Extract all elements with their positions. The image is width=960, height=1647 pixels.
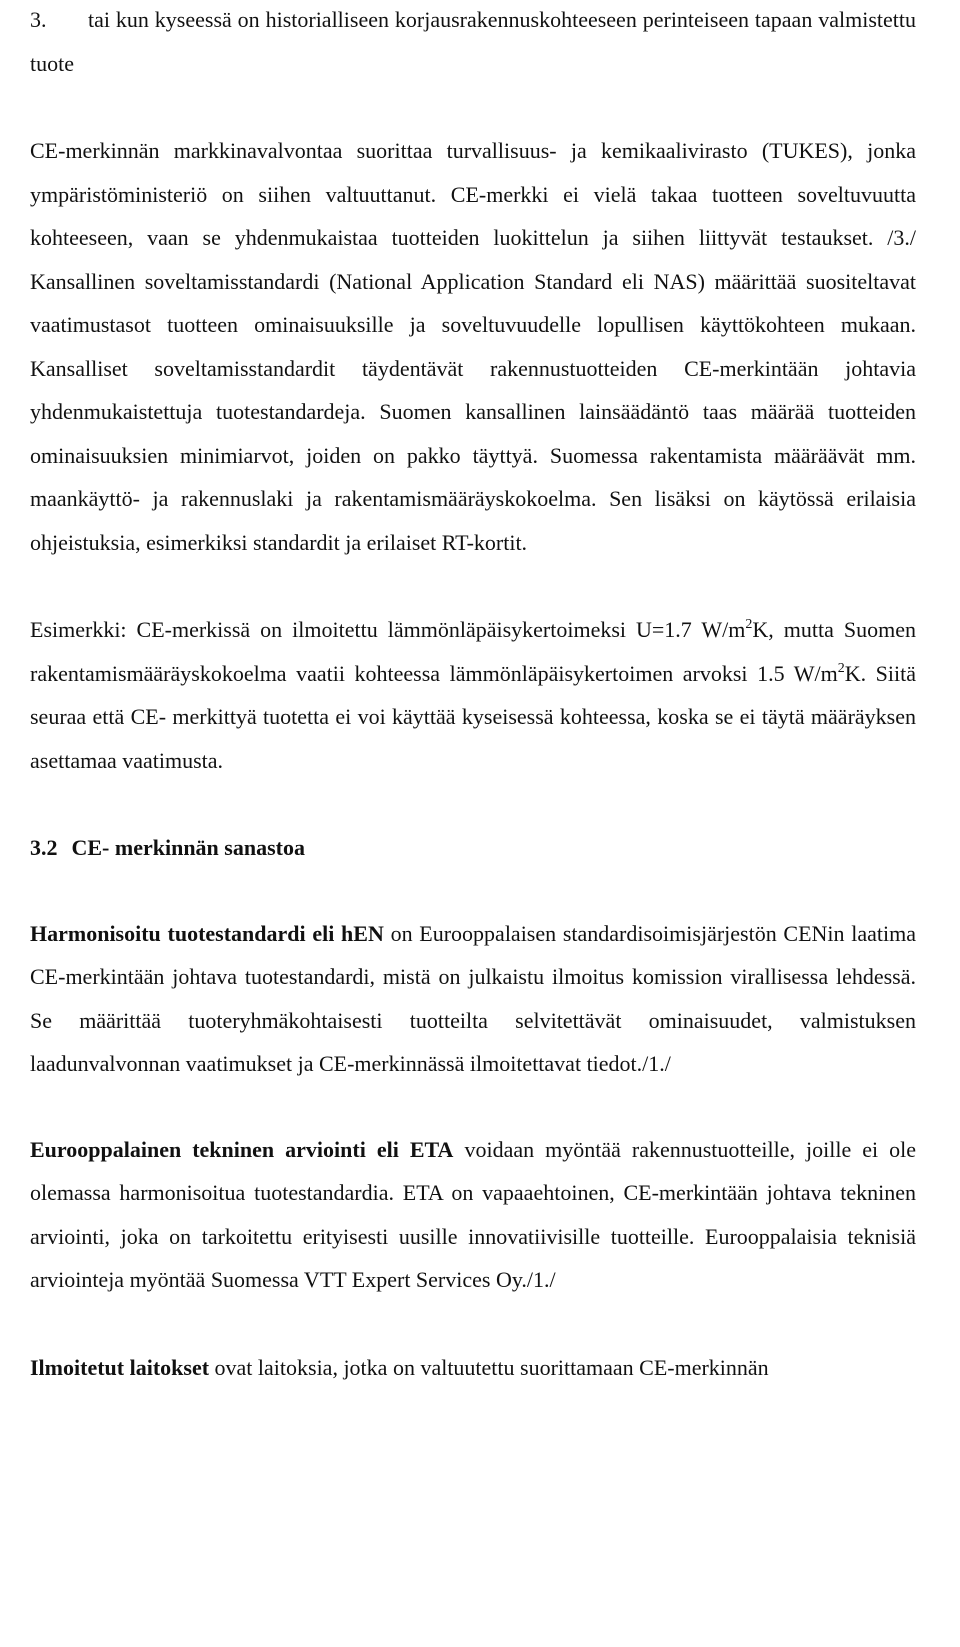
list-item-number: 3. — [30, 7, 47, 32]
definition-eta: voidaan myöntää rakennustuotteille, joille ei ole olemassa harmonisoitua tuotestandardia. ETA on vapaaehtoinen, CE-merkintään johtava tekninen arviointi, joka on tarkoitettu erityisesti uusille innovatiivisille tuotteille. Eurooppalaisia teknisiä arviointeja myöntää Suomessa VTT Expert Services Oy./1./ — [30, 1136, 917, 1292]
list-item-text: tai kun kyseessä on historialliseen korjausrakennuskohteeseen perinteiseen tapaan valmistettu tuote — [30, 7, 916, 76]
term-paragraph-eta — [30, 1128, 916, 1302]
term-eta: Eurooppalainen tekninen arviointi eli ETA — [30, 1136, 454, 1162]
example-paragraph — [30, 608, 916, 782]
example-text-part2: K, mutta Suomen rakentamismääräyskokoelma vaatii kohteessa lämmönläpäisykertoimen arvoksi 1.5 W/m — [30, 617, 916, 686]
term-hen: Harmonisoitu tuotestandardi eli hEN — [30, 920, 384, 946]
term-paragraph-hen — [30, 912, 916, 1086]
paragraph-tukes: CE-merkinnän markkinavalvontaa suorittaa turvallisuus- ja kemikaalivirasto (TUKES), jonka ympäristöministeriö on siihen valtuuttanut. CE-merkki ei vielä takaa tuotteen soveltuvuutta kohteeseen, vaan se yhdenmukaistaa tuotteiden luokittelun ja siihen liittyvät testaukset. /3./ Kansallinen soveltamisstandardi (National Application Standard eli NAS) määrittää suositeltavat vaatimustasot tuotteen ominaisuuksille ja soveltuvuudelle lopullisen käyttökohteen mukaan. Kansalliset soveltamisstandardit täydentävät rakennustuotteiden CE-merkintään johtavia yhdenmukaistettuja tuotestandardeja. Suomen kansallinen lainsäädäntö taas määrää tuotteiden ominaisuuksien minimiarvot, joiden on pakko täyttyä. Suomessa rakentamista määräävät mm. maankäyttö- ja rakennuslaki ja rakentamismääräyskokoelma. Sen lisäksi on käytössä erilaisia ohjeistuksia, esimerkiksi standardit ja erilaiset RT-kortit. — [30, 138, 916, 555]
section-number: 3.2 — [30, 835, 58, 860]
example-superscript-1: 2 — [745, 617, 753, 632]
definition-hen: on Eurooppalaisen standardisoimisjärjestön CENin laatima CE-merkintään johtava tuotestandardi, mistä on julkaistu ilmoitus komission virallisessa lehdessä. Se määrittää tuoteryhmäkohtaisesti tuotteilta selvitettävät ominaisuudet, valmistuksen laadunvalvonnan vaatimukset ja CE-merkinnässä ilmoitettavat tiedot./1./ — [30, 920, 916, 1076]
example-superscript-2: 2 — [837, 660, 845, 676]
section-title: CE- merkinnän sanastoa — [71, 835, 305, 860]
term-notified-bodies: Ilmoitetut laitokset — [30, 1354, 210, 1380]
list-item-3 — [30, 0, 916, 85]
example-text-part1: Esimerkki: CE-merkissä on ilmoitettu lämmönläpäisykertoimeksi U=1.7 W/m — [30, 617, 746, 642]
definition-notified-bodies: ovat laitoksia, jotka on valtuutettu suorittamaan CE-merkinnän — [209, 1354, 769, 1380]
section-heading — [30, 826, 916, 870]
example-text-part3: K. Siitä seuraa että CE- merkittyä tuotetta ei voi käyttää kyseisessä kohteessa, koska se ei täytä määräyksen asettamaa vaatimusta. — [30, 660, 916, 773]
term-paragraph-notified-bodies — [30, 1346, 916, 1390]
